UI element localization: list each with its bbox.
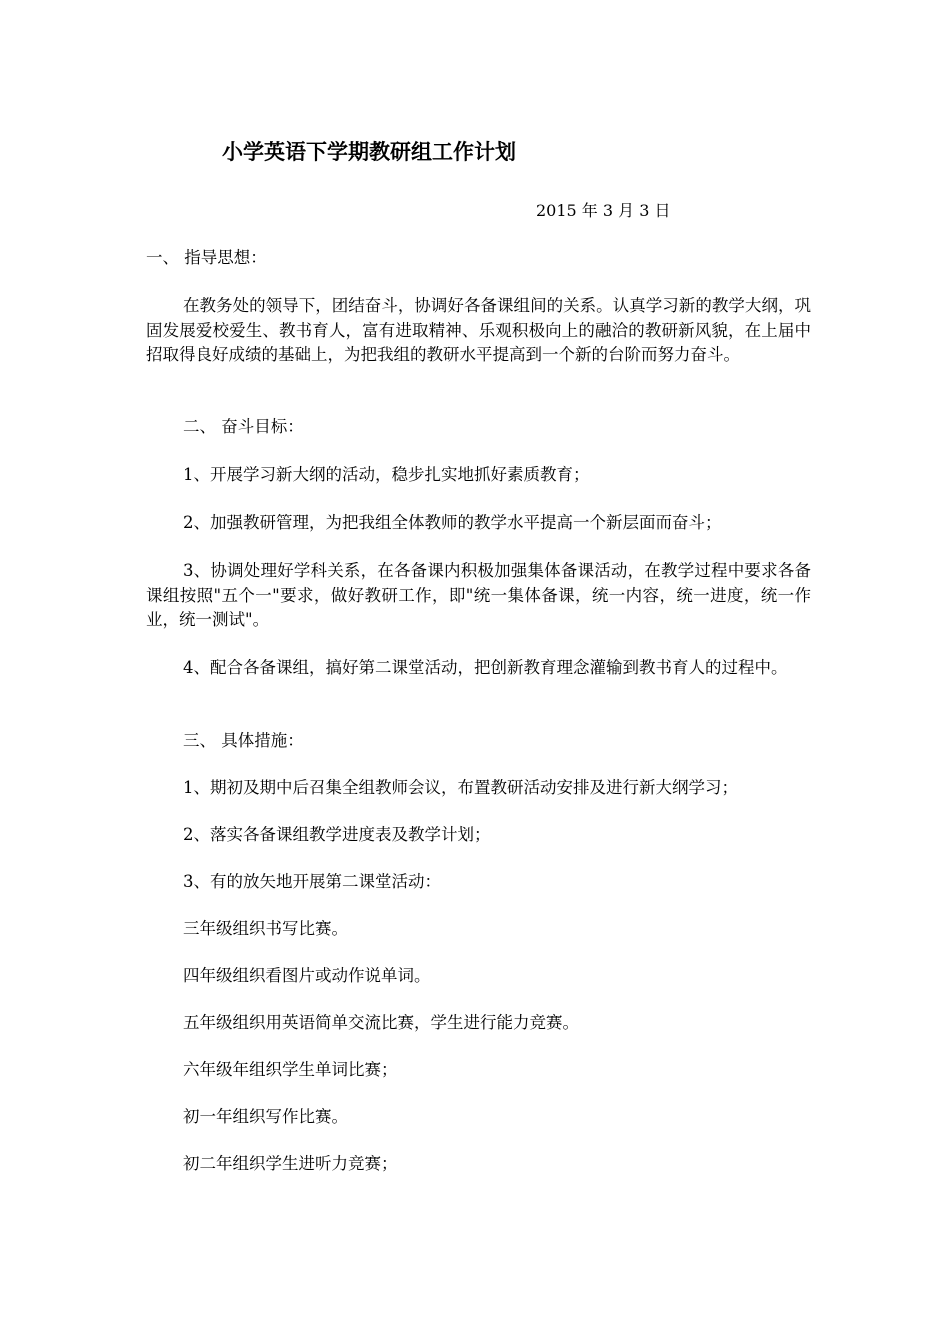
goal-item: 4、配合各备课组，搞好第二课堂活动，把创新教育理念灌输到教书育人的过程中。 xyxy=(183,658,788,677)
activity-item: 四年级组织看图片或动作说单词。 xyxy=(183,966,431,985)
paragraph-guiding-ideology: 在教务处的领导下，团结奋斗，协调好各备课组间的关系。认真学习新的教学大纲，巩固发展爱校爱生、教书育人，富有进取精神、乐观积极向上的融洽的教研新风貌，在上届中招取得良好成绩的基础上，为把我组的教研水平提高到一个新的台阶而努力奋斗。 xyxy=(146,296,811,364)
section-heading-goals: 二、 奋斗目标： xyxy=(183,417,304,436)
measure-item: 3、有的放矢地开展第二课堂活动： xyxy=(183,872,441,891)
goal-item: 1、开展学习新大纲的活动，稳步扎实地抓好素质教育； xyxy=(183,465,590,484)
section-heading-measures: 三、 具体措施： xyxy=(183,731,304,750)
goal-item: 2、加强教研管理，为把我组全体教师的教学水平提高一个新层面而奋斗； xyxy=(183,513,722,532)
section-heading-guiding-ideology: 一、 指导思想： xyxy=(146,248,267,267)
activity-item: 三年级组织书写比赛。 xyxy=(183,919,348,938)
activity-item: 五年级组织用英语简单交流比赛，学生进行能力竞赛。 xyxy=(183,1013,579,1032)
activity-item: 初一年组织写作比赛。 xyxy=(183,1107,348,1126)
goal-item: 3、协调处理好学科关系，在各备课内积极加强集体备课活动，在教学过程中要求各备课组按照"五个一"要求，做好教研工作，即"统一集体备课，统一内容，统一进度，统一作业，统一测试"。 xyxy=(146,561,811,629)
activity-item: 初二年组织学生进听力竞赛； xyxy=(183,1154,398,1173)
document-date: 2015 年 3 月 3 日 xyxy=(536,201,671,220)
document-title: 小学英语下学期教研组工作计划 xyxy=(222,140,516,164)
activity-item: 六年级年组织学生单词比赛； xyxy=(183,1060,398,1079)
measure-item: 2、落实各备课组教学进度表及教学计划； xyxy=(183,825,491,844)
measure-item: 1、期初及期中后召集全组教师会议，布置教研活动安排及进行新大纲学习； xyxy=(183,778,738,797)
